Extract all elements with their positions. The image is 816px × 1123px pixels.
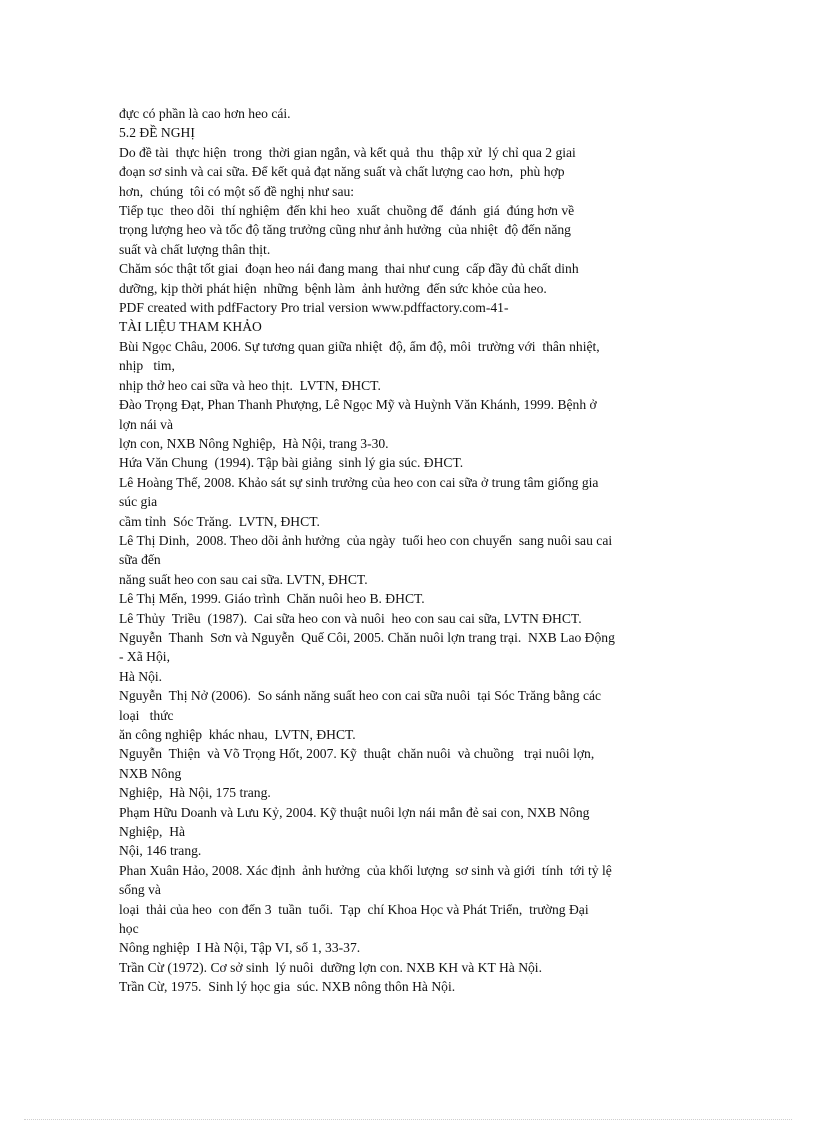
reference-line: sống và [119, 882, 161, 898]
reference-line: Nguyễn Thị Nở (2006). So sánh năng suất heo con cai sữa nuôi tại Sóc Trăng bằng các [119, 688, 602, 704]
text-line: trọng lượng heo và tốc độ tăng trưởng cũng như ảnh hưởng của nhiệt độ đến năng [119, 222, 571, 238]
text-line: suất và chất lượng thân thịt. [119, 241, 271, 257]
reference-line: học [119, 921, 139, 937]
reference-line: năng suất heo con sau cai sữa. LVTN, ĐHCT. [119, 571, 368, 587]
reference-line: Lê Hoàng Thế, 2008. Khảo sát sự sinh trưởng của heo con cai sữa ở trung tâm giống gia [119, 474, 599, 490]
reference-line: lợn nái và [119, 416, 173, 432]
reference-line: Nông nghiệp I Hà Nội, Tập VI, số 1, 33-37. [119, 940, 361, 956]
reference-line: Phạm Hữu Doanh và Lưu Kỷ, 2004. Kỹ thuật nuôi lợn nái mắn đẻ sai con, NXB Nông [119, 804, 590, 820]
text-line: Do đề tài thực hiện trong thời gian ngắn, và kết quả thu thập xử lý chỉ qua 2 giai [119, 144, 576, 160]
reference-line: Lê Thị Mến, 1999. Giáo trình Chăn nuôi heo B. ĐHCT. [119, 591, 425, 607]
reference-line: ăn công nghiệp khác nhau, LVTN, ĐHCT. [119, 727, 356, 742]
text-line: Chăm sóc thật tốt giai đoạn heo nái đang mang thai như cung cấp đầy đủ chất dinh [119, 261, 579, 277]
text-line: đực có phần là cao hơn heo cái. [119, 106, 291, 121]
reference-line: Nguyễn Thanh Sơn và Nguyễn Quế Côi, 2005. Chăn nuôi lợn trang trại. NXB Lao Động [119, 629, 615, 645]
reference-line: nhịp tim, [119, 358, 175, 374]
reference-line: NXB Nông [119, 765, 182, 781]
pdf-footer-line: PDF created with pdfFactory Pro trial version www.pdffactory.com-41- [119, 300, 509, 316]
text-line: dưỡng, kịp thời phát hiện những bệnh làm ảnh hưởng đến sức khỏe của heo. [119, 280, 547, 296]
reference-line: Trần Cừ (1972). Cơ sở sinh lý nuôi dưỡng lợn con. NXB KH và KT Hà Nội. [119, 959, 542, 975]
reference-line: súc gia [119, 494, 158, 510]
reference-line: Nghiệp, Hà Nội, 175 trang. [119, 785, 271, 801]
section-heading-references: TÀI LIỆU THAM KHẢO [119, 319, 262, 335]
reference-line: Đào Trọng Đạt, Phan Thanh Phượng, Lê Ngọc Mỹ và Huỳnh Văn Khánh, 1999. Bệnh ở [119, 397, 597, 413]
reference-line: Hứa Văn Chung (1994). Tập bài giảng sinh lý gia súc. ĐHCT. [119, 455, 464, 471]
text-line: hơn, chúng tôi có một số đề nghị như sau: [119, 183, 355, 199]
reference-line: Trần Cừ, 1975. Sinh lý học gia súc. NXB nông thôn Hà Nội. [119, 979, 456, 995]
reference-line: Lê Thị Dinh, 2008. Theo dõi ảnh hưởng của ngày tuổi heo con chuyển sang nuôi sau cai [119, 532, 613, 548]
reference-line: loại thức [119, 707, 174, 723]
reference-line: lợn con, NXB Nông Nghiệp, Hà Nội, trang 3-30. [119, 435, 389, 451]
reference-line: Nghiệp, Hà [119, 824, 186, 840]
reference-line: nhịp thở heo cai sữa và heo thịt. LVTN, ĐHCT. [119, 377, 381, 393]
text-line: Tiếp tục theo dõi thí nghiệm đến khi heo xuất chuồng để đánh giá đúng hơn về [119, 203, 575, 219]
reference-line: Lê Thủy Triều (1987). Cai sữa heo con và nuôi heo con sau cai sữa, LVTN ĐHCT. [119, 610, 582, 626]
reference-line: Hà Nội. [119, 668, 163, 684]
section-heading-recommendations: 5.2 ĐỀ NGHỊ [119, 125, 195, 141]
reference-line: Nguyễn Thiện và Võ Trọng Hốt, 2007. Kỹ thuật chăn nuôi và chuồng trại nuôi lợn, [119, 746, 595, 762]
reference-line: Phan Xuân Hảo, 2008. Xác định ảnh hưởng của khối lượng sơ sinh và giới tính tới tỷ lệ [119, 862, 612, 878]
reference-line: - Xã Hội, [119, 649, 170, 665]
reference-line: sữa đến [119, 552, 161, 568]
text-line: đoạn sơ sinh và cai sữa. Để kết quả đạt năng suất và chất lượng cao hơn, phù hợp [119, 164, 565, 180]
reference-line: loại thải của heo con đến 3 tuần tuổi. Tạp chí Khoa Học và Phát Triển, trường Đại [119, 901, 589, 917]
reference-line: cầm tỉnh Sóc Trăng. LVTN, ĐHCT. [119, 513, 320, 529]
page-bottom-rule [24, 1119, 792, 1120]
document-body [119, 104, 699, 997]
reference-line: Bùi Ngọc Châu, 2006. Sự tương quan giữa nhiệt độ, ẩm độ, môi trường với thân nhiệt, [119, 338, 600, 354]
reference-line: Nội, 146 trang. [119, 843, 202, 859]
